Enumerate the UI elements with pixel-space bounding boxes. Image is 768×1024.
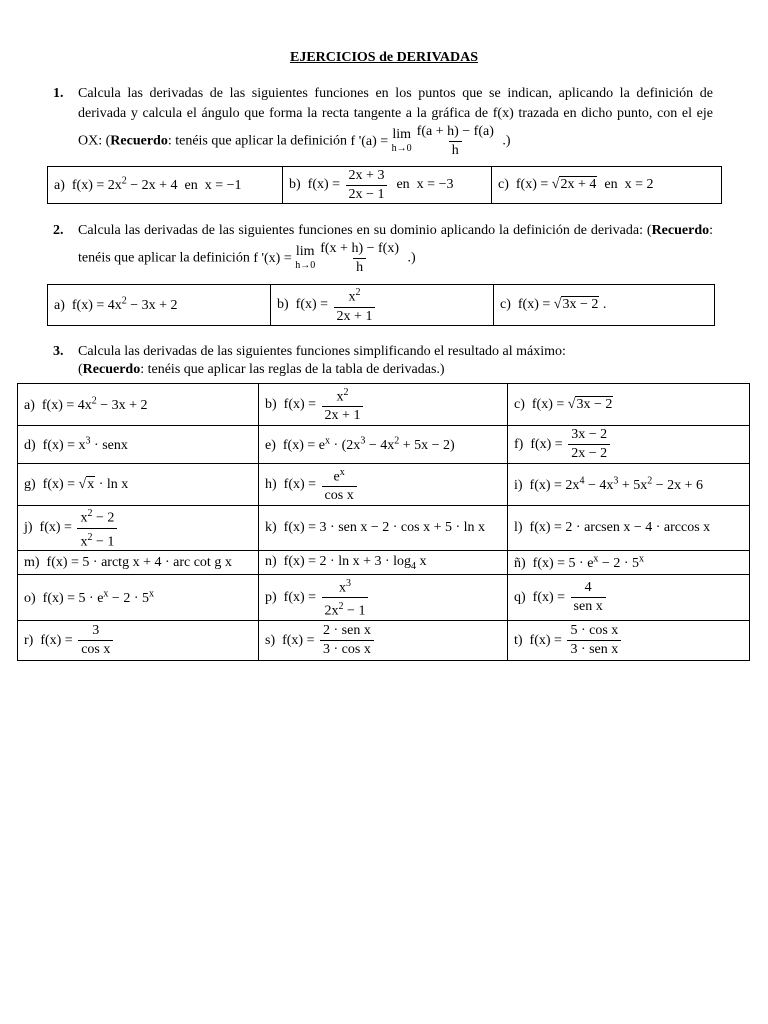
function-expression: e) $f(x) = e^x \cdot (2x^3 - 4x^2 + 5x - 2)$ <box>265 435 455 453</box>
function-expression: s) f(x) = $\frac{\text{2 · sen x}}{\text{3 · cos x}}$ <box>265 633 376 648</box>
function-expression: j) f(x) = $\frac{x^2 - 2}{x^2 - 1}$ <box>24 520 119 535</box>
function-cell <box>259 464 508 506</box>
function-expression: c) f(x) = √3x − 2 . <box>500 297 607 312</box>
function-expression: o) $f(x) = 5 \cdot e^x - 2 \cdot 5^x$ <box>24 588 154 607</box>
function-cell <box>508 464 750 506</box>
function-cell <box>18 551 259 575</box>
function-cell <box>508 575 750 621</box>
function-cell <box>494 285 715 326</box>
function-expression: p) f(x) = $\frac{x^3}{2x^2 - 1}$ <box>265 590 370 605</box>
recuerdo-label: Recuerdo <box>651 223 710 238</box>
function-cell <box>259 506 508 551</box>
function-cell <box>48 285 271 326</box>
exercise-3-table <box>17 383 750 661</box>
recuerdo-label: Recuerdo <box>110 133 168 149</box>
recuerdo-label: Recuerdo <box>82 362 141 377</box>
function-expression: l) f(x) = 2 · arcsen x − 4 · arccos x <box>514 520 711 536</box>
function-expression: b) f(x) = $\frac{2x + 3}{2x - 1}$ en x = −3 <box>289 167 454 202</box>
function-cell <box>271 285 494 326</box>
function-expression: g) f(x) = √x · ln x <box>24 476 129 492</box>
function-cell <box>18 506 259 551</box>
definition-formula: f '(x) = lim h→0 $\frac{f(x + h) - f(x)}{h}$ <box>253 241 399 275</box>
function-cell <box>259 621 508 661</box>
definition-formula: f '(a) = lim h→0 $\frac{f(a + h) - f(a)}{h}$ <box>350 124 494 158</box>
function-expression: c) f(x) = √2x + 4 en x = 2 <box>498 177 654 192</box>
exercise-1-table <box>47 166 722 204</box>
function-expression: i) $f(x) = 2x^4 - 4x^3 + 5x^2 - 2x + 6$ <box>514 475 704 493</box>
function-expression: t) f(x) = $\frac{\text{5 · cos x}}{\text{3 · sen x}}$ <box>514 633 623 648</box>
function-cell <box>508 426 750 464</box>
function-cell <box>18 621 259 661</box>
function-expression: ñ) $f(x) = 5 \cdot e^x - 2 \cdot 5^x$ <box>514 553 644 572</box>
exercise-2-table <box>47 284 715 326</box>
exercise-text: Calcula las derivadas de las siguientes funciones simplificando el resultado al máximo: <box>78 344 566 359</box>
function-cell <box>508 621 750 661</box>
function-cell <box>508 551 750 575</box>
exercise-number: 1. <box>53 86 64 101</box>
function-expression: r) f(x) = $\frac{3}{\text{cos x}}$ <box>24 633 115 648</box>
function-cell <box>18 575 259 621</box>
function-cell <box>508 506 750 551</box>
function-cell <box>48 167 283 204</box>
function-expression: b) f(x) = $\frac{x^2}{2x + 1}$ <box>265 397 365 412</box>
function-expression: k) f(x) = 3 · sen x − 2 · cos x + 5 · ln x <box>265 520 486 536</box>
function-expression: d) $f(x) = x^3$ · senx <box>24 435 128 453</box>
function-cell <box>259 575 508 621</box>
function-expression: a) $f(x) = 2x^2 - 2x + 4$ en x = −1 <box>54 175 242 194</box>
function-expression: q) f(x) = $\frac{4}{\text{sen x}}$ <box>514 590 608 605</box>
function-expression: n) $f(x) = 2 \cdot \ln x + 3 \cdot \log_4 x$ <box>265 553 427 572</box>
exercise-3: 3. Calcula las derivadas de las siguientes funciones simplificando el resultado al máximo: (Recuerdo: tenéis que aplicar las reglas de la tabla de derivadas.) <box>53 344 566 377</box>
function-expression: c) f(x) = √3x − 2 <box>514 396 613 412</box>
function-cell <box>18 464 259 506</box>
function-expression: a) $f(x) = 4x^2 - 3x + 2$ <box>24 395 148 413</box>
exercise-1: 1. Calcula las derivadas de las siguientes funciones en los puntos que se indican, aplicando la definición de derivada y calcula el ángulo que forma la recta tangente a la gráfica de f(x) trazada en dicho punto, con el eje OX: (Recuerdo: tenéis que aplicar la definición f '(a) = lim h→0 $\frac{f(a + h) - f(a)}{h}$ .) <box>53 86 713 158</box>
function-expression: f) f(x) = $\frac{3x - 2}{2x - 2}$ <box>514 437 612 452</box>
exercise-number: 3. <box>53 344 64 359</box>
function-cell <box>259 384 508 426</box>
function-expression: h) f(x) = $\frac{e^x}{\text{cos x}}$ <box>265 477 359 492</box>
function-cell <box>18 384 259 426</box>
function-cell <box>492 167 722 204</box>
exercise-number: 2. <box>53 223 64 238</box>
function-cell <box>283 167 492 204</box>
exercise-text: Calcula las derivadas de las siguientes funciones en los puntos que se indican, aplicando la definición de derivada y calcula el ángulo que forma la recta tangente a la gráfica de f(x) trazada en dicho punto, con el eje OX: ( <box>78 86 713 149</box>
function-cell <box>259 426 508 464</box>
exercise-2: 2. Calcula las derivadas de las siguientes funciones en su dominio aplicando la definición de derivada: (Recuerdo: tenéis que aplicar la definición f '(x) = lim h→0 $\frac{f(x + h) - f(x)}{h}$ .) <box>53 223 713 275</box>
function-cell <box>18 426 259 464</box>
function-cell <box>508 384 750 426</box>
function-expression: b) f(x) = $\frac{x^2}{2x + 1}$ <box>277 297 377 312</box>
function-cell <box>259 551 508 575</box>
function-expression: a) $f(x) = 4x^2 - 3x + 2$ <box>54 295 178 314</box>
page-title: EJERCICIOS de DERIVADAS <box>289 50 478 65</box>
exercise-text: Calcula las derivadas de las siguientes funciones en su dominio aplicando la definición de derivada: ( <box>78 223 652 238</box>
function-expression: m) f(x) = 5 · arctg x + 4 · arc cot g x <box>24 554 232 570</box>
